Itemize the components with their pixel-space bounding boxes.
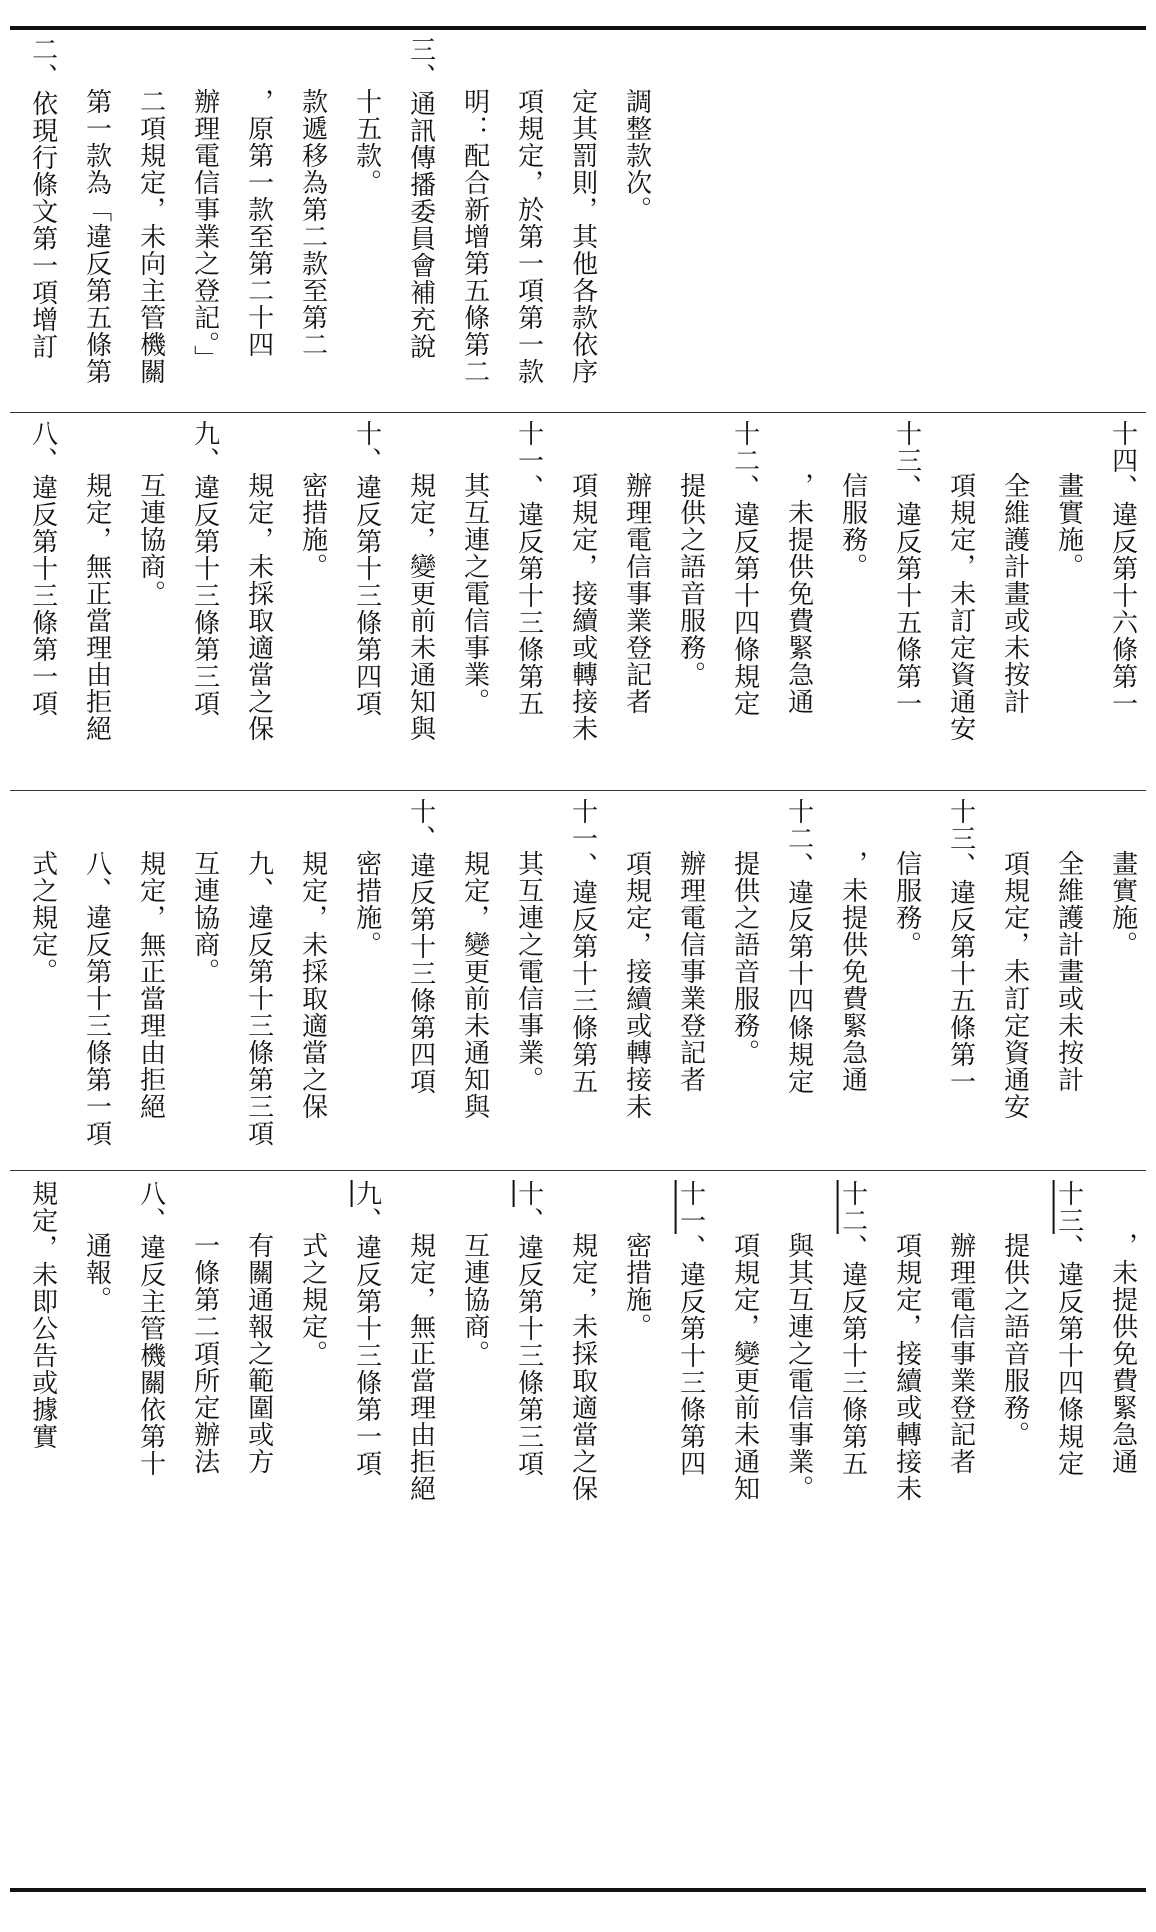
text-line: 十二、違反第十四條規定 <box>729 420 760 717</box>
row-divider <box>10 1170 1146 1171</box>
text-line: 定其罰則，其他各款依序 <box>567 88 598 385</box>
text-line: 規定，變更前未通知與 <box>405 472 436 742</box>
text-line: 項規定，未訂定資通安 <box>999 850 1030 1120</box>
text-line: 十一、違反第十三條第四 <box>675 1180 706 1477</box>
text-line: 二項規定，未向主管機關 <box>135 88 166 385</box>
text-line: 規定，未採取適當之保 <box>297 850 328 1120</box>
text-line: 其互連之電信事業。 <box>459 472 490 715</box>
text-line: ，未提供免費緊急通 <box>783 472 814 715</box>
text-line: 與其互連之電信事業。 <box>783 1232 814 1502</box>
text-line: 調整款次。 <box>621 88 652 223</box>
text-line: 式之規定。 <box>297 1232 328 1367</box>
text-line: 互連協商。 <box>189 850 220 985</box>
text-line: 規定，未採取適當之保 <box>567 1232 598 1502</box>
text-line: 規定，無正當理由拒絕 <box>81 472 112 742</box>
text-line: 三、通訊傳播委員會補充說 <box>405 36 436 360</box>
text-line: 十三、違反第十五條第一 <box>945 798 976 1095</box>
text-line: 信服務。 <box>891 850 922 958</box>
text-line: 九、違反第十三條第三項 <box>243 850 274 1147</box>
top-border <box>10 26 1146 30</box>
text-line: 第一款為「違反第五條第 <box>81 88 112 385</box>
text-line: 項規定，接續或轉接未 <box>891 1232 922 1502</box>
amended-marker: 十一 <box>675 1180 706 1234</box>
section-article-proposed <box>22 420 1138 784</box>
text-line: 九、違反第十三條第三項 <box>189 420 220 717</box>
text-line: ，未提供免費緊急通 <box>837 850 868 1093</box>
text-line: 畫實施。 <box>1053 472 1084 580</box>
text-line: 十一、違反第十三條第五 <box>567 798 598 1095</box>
text-line: 十四、違反第十六條第一 <box>1107 420 1138 717</box>
section-article-draft <box>22 798 1138 1164</box>
text-line: 信服務。 <box>837 472 868 580</box>
text-line: 十一、違反第十三條第五 <box>513 420 544 717</box>
text-line: 畫實施。 <box>1107 850 1138 958</box>
text-line: ，原第一款至第二十四 <box>243 88 274 358</box>
text-line: 全維護計畫或未按計 <box>999 472 1030 715</box>
text-line: 提供之語音服務。 <box>729 850 760 1066</box>
text-line: 項規定，接續或轉接未 <box>621 850 652 1120</box>
text-line: 規定，未即公告或據實 <box>27 1180 58 1450</box>
text-line: 一條第二項所定辦法 <box>189 1232 220 1475</box>
text-line: 規定，未採取適當之保 <box>243 472 274 742</box>
text-line: 九、違反第十三條第一項 <box>351 1180 382 1477</box>
text-line: 互連協商。 <box>459 1232 490 1367</box>
text-line: 規定，無正當理由拒絕 <box>135 850 166 1120</box>
section-article-current <box>22 1180 1138 1880</box>
text-line: 款遞移為第二款至第二 <box>297 88 328 358</box>
amended-marker: 十三 <box>1053 1180 1084 1234</box>
text-line: 十、違反第十三條第四項 <box>405 798 436 1095</box>
text-line: 項規定，變更前未通知 <box>729 1232 760 1502</box>
text-line: 十三、違反第十四條規定 <box>1053 1180 1084 1477</box>
text-line: 通報。 <box>81 1232 112 1313</box>
text-line: 二、依現行條文第一項增訂 <box>27 36 58 360</box>
text-line: 密措施。 <box>297 472 328 580</box>
text-line: 密措施。 <box>351 850 382 958</box>
text-line: 項規定，接續或轉接未 <box>567 472 598 742</box>
text-line: 項規定，於第一項第一款 <box>513 88 544 385</box>
amended-marker: 九 <box>351 1180 382 1207</box>
text-line: 八、違反主管機關依第十 <box>135 1180 166 1477</box>
text-line: 辦理電信事業登記者 <box>621 472 652 715</box>
amended-marker: 十 <box>513 1180 544 1207</box>
text-line: 十二、違反第十三條第五 <box>837 1180 868 1477</box>
text-line: 其互連之電信事業。 <box>513 850 544 1093</box>
text-line: 明：配合新增第五條第二 <box>459 88 490 385</box>
text-line: 辦理電信事業登記者 <box>945 1232 976 1475</box>
text-line: 有關通報之範圍或方 <box>243 1232 274 1475</box>
text-line: 項規定，未訂定資通安 <box>945 472 976 742</box>
text-line: 全維護計畫或未按計 <box>1053 850 1084 1093</box>
text-line: 提供之語音服務。 <box>675 472 706 688</box>
text-line: 規定，無正當理由拒絕 <box>405 1232 436 1502</box>
text-line: 提供之語音服務。 <box>999 1232 1030 1448</box>
text-line: 十三、違反第十五條第一 <box>891 420 922 717</box>
text-line: 規定，變更前未通知與 <box>459 850 490 1120</box>
text-line: 辦理電信事業之登記。」 <box>189 88 220 372</box>
text-line: 八、違反第十三條第一項 <box>27 420 58 717</box>
text-line: 互連協商。 <box>135 472 166 607</box>
text-line: 式之規定。 <box>27 850 58 985</box>
text-line: 十二、違反第十四條規定 <box>783 798 814 1095</box>
text-line: 十、違反第十三條第三項 <box>513 1180 544 1477</box>
text-line: 八、違反第十三條第一項 <box>81 850 112 1147</box>
text-line: 辦理電信事業登記者 <box>675 850 706 1093</box>
text-line: 密措施。 <box>621 1232 652 1340</box>
amended-marker: 十二 <box>837 1180 868 1234</box>
section-reason-1 <box>22 36 1134 406</box>
text-line: 十五款。 <box>351 88 382 196</box>
text-line: ，未提供免費緊急通 <box>1107 1232 1138 1475</box>
text-line: 十、違反第十三條第四項 <box>351 420 382 717</box>
